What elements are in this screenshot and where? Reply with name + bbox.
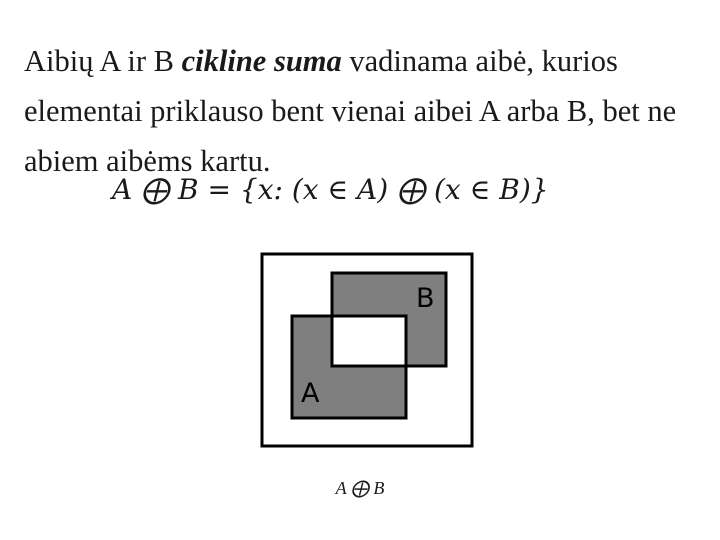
intersection-region bbox=[332, 316, 406, 366]
definition-text bbox=[24, 36, 704, 186]
definition-part1: Aibių A ir B bbox=[24, 44, 182, 78]
venn-diagram bbox=[260, 252, 476, 452]
formula-lhs: A ⨁ B bbox=[112, 173, 199, 206]
formula-rhs: {x: (x ∈ A) ⨁ (x ∈ B)} bbox=[239, 173, 549, 206]
diagram-caption: A ⨁ B bbox=[335, 478, 385, 498]
set-a-label: A bbox=[301, 378, 320, 409]
definition-emphasis: cikline suma bbox=[181, 44, 342, 78]
definition-part2: vadinama aibė, kurios elementai priklauso bent vienai aibei A arba B, bet ne abiem aibėms kartu. bbox=[24, 44, 677, 178]
formula-equals: = bbox=[198, 173, 240, 206]
symmetric-difference-formula bbox=[112, 168, 549, 212]
set-b-label: B bbox=[416, 283, 435, 314]
